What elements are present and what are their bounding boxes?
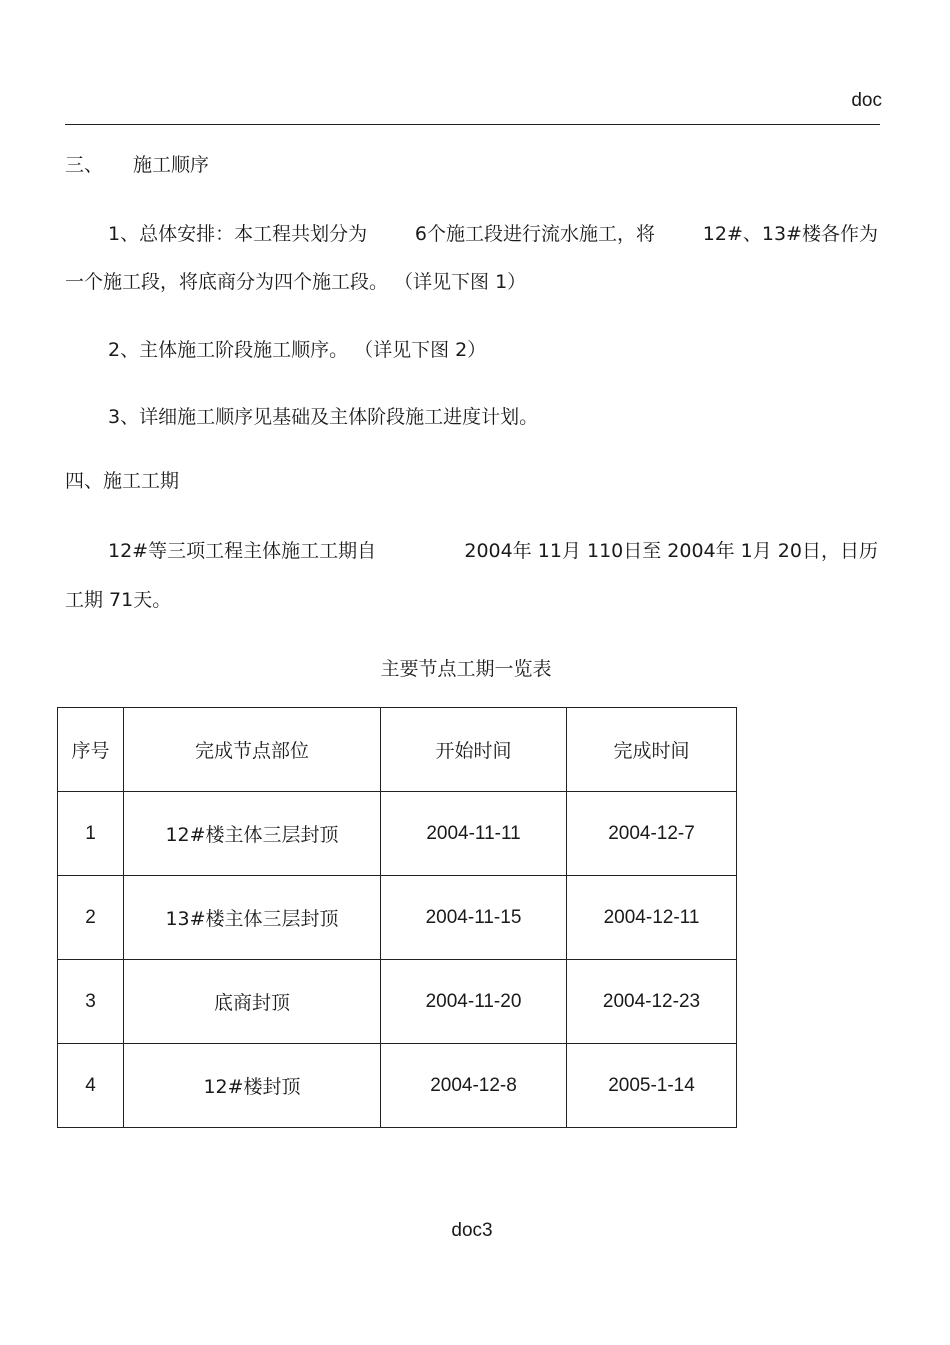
cell-milestone: 底商封顶: [124, 960, 381, 1044]
cell-index: 2: [58, 876, 124, 960]
cell-index: 4: [58, 1044, 124, 1128]
cell-index: 1: [58, 792, 124, 876]
page-header-label: doc: [851, 90, 882, 111]
milestone-table: [57, 707, 737, 1128]
cell-milestone: 13#楼主体三层封顶: [124, 876, 381, 960]
section-3-number: 三、: [65, 154, 104, 176]
item-1-part-a: 1、总体安排：本工程共划分为: [108, 223, 368, 245]
table-title: 主要节点工期一览表: [380, 658, 552, 680]
cell-start: 2004-11-20: [381, 960, 567, 1044]
table-row: [58, 960, 737, 1044]
cell-index: 3: [58, 960, 124, 1044]
cell-start: 2004-11-15: [381, 876, 567, 960]
header-index: 序号: [58, 708, 124, 792]
section-3-heading: [65, 153, 209, 177]
item-1-part-b: 6个施工段进行流水施工，将: [414, 223, 655, 245]
section-4-part-a: 12#等三项工程主体施工工期自: [108, 540, 377, 562]
section-4-heading: 四、施工工期: [65, 470, 180, 492]
header-rule: [65, 124, 880, 125]
item-1-line-1: [108, 222, 878, 246]
cell-finish: 2004-12-11: [567, 876, 737, 960]
section-4-para-line-2: 工期 71天。: [65, 589, 172, 611]
section-4-part-b: 2004年 11月 110日至 2004年 1月 20日，日历: [464, 540, 878, 562]
cell-finish: 2004-12-23: [567, 960, 737, 1044]
table-header-row: [58, 708, 737, 792]
header-start-time: 开始时间: [381, 708, 567, 792]
section-3-title: 施工顺序: [133, 154, 210, 176]
page-footer-label: doc3: [451, 1220, 493, 1241]
item-1-part-c: 12#、13#楼各作为: [702, 223, 878, 245]
item-3: 3、详细施工顺序见基础及主体阶段施工进度计划。: [108, 406, 539, 428]
header-finish-time: 完成时间: [567, 708, 737, 792]
header-milestone: 完成节点部位: [124, 708, 381, 792]
item-1-line-2: 一个施工段，将底商分为四个施工段。 （详见下图 1）: [65, 271, 527, 293]
cell-milestone: 12#楼封顶: [124, 1044, 381, 1128]
section-4-para-line-1: [108, 539, 878, 563]
table-row: [58, 1044, 737, 1128]
item-2: 2、主体施工阶段施工顺序。 （详见下图 2）: [108, 339, 487, 361]
table-row: [58, 876, 737, 960]
cell-milestone: 12#楼主体三层封顶: [124, 792, 381, 876]
cell-start: 2004-12-8: [381, 1044, 567, 1128]
cell-finish: 2004-12-7: [567, 792, 737, 876]
table-row: [58, 792, 737, 876]
cell-finish: 2005-1-14: [567, 1044, 737, 1128]
cell-start: 2004-11-11: [381, 792, 567, 876]
